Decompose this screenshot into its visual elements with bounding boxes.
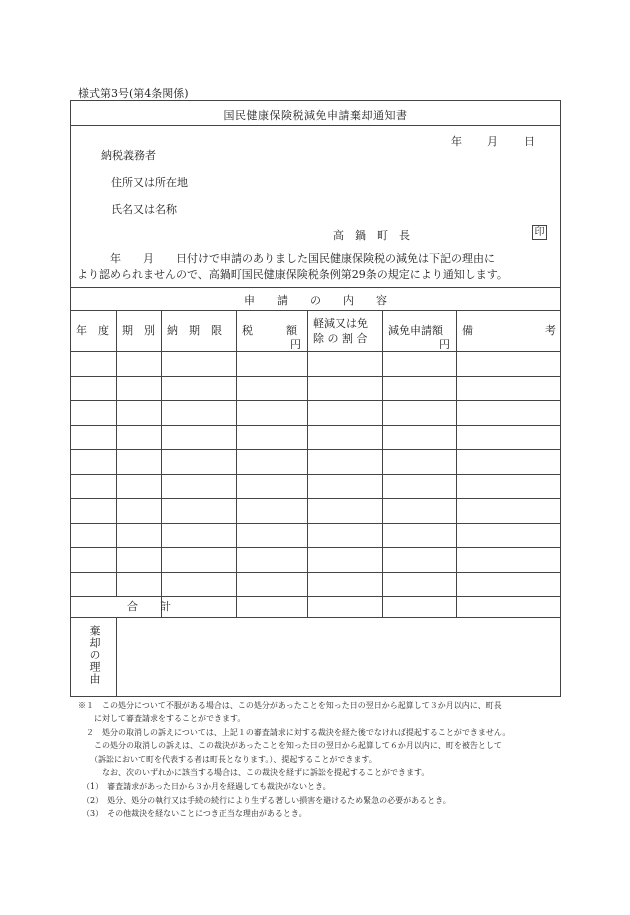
table-cell[interactable] bbox=[118, 476, 159, 497]
table-cell[interactable] bbox=[73, 574, 114, 595]
table-cell[interactable] bbox=[118, 549, 159, 570]
section-header: 申 請 の 内 容 bbox=[244, 294, 387, 307]
table-cell[interactable] bbox=[73, 427, 114, 448]
col-tax-unit: 円 bbox=[290, 338, 301, 351]
footnote-line: に対して審査請求をすることができます。 bbox=[78, 714, 246, 723]
table-cell[interactable] bbox=[309, 402, 380, 423]
footnote-line: （1） 審査請求があった日から３か月を経過しても裁決がないとき。 bbox=[78, 782, 331, 791]
col-period: 期 別 bbox=[122, 324, 155, 337]
table-column-line bbox=[307, 310, 308, 617]
table-column-line bbox=[161, 310, 162, 617]
form-title: 国民健康保険税減免申請棄却通知書 bbox=[223, 109, 408, 122]
footnote-line: （2） 処分、処分の執行又は手続の続行により生ずる著しい損害を避けるため緊急の必要があるとき。 bbox=[78, 796, 451, 805]
table-cell[interactable] bbox=[73, 525, 114, 546]
table-cell[interactable] bbox=[238, 549, 305, 570]
col-ratio-line2: 除 の 割 合 bbox=[313, 332, 368, 345]
date-month-label: 月 bbox=[487, 135, 498, 148]
table-cell[interactable] bbox=[384, 451, 454, 472]
table-row-line bbox=[71, 523, 560, 524]
col-ratio-line1: 軽減又は免 bbox=[313, 317, 368, 330]
col-tax: 税 額 bbox=[242, 324, 297, 337]
table-cell[interactable] bbox=[163, 451, 234, 472]
table-cell[interactable] bbox=[238, 525, 305, 546]
table-row-line bbox=[71, 400, 560, 401]
table-cell[interactable] bbox=[458, 353, 559, 374]
table-cell[interactable] bbox=[309, 574, 380, 595]
footnote-line: （訴訟において町を代表する者は町長となります。）、提起することができます。 bbox=[78, 755, 377, 764]
table-cell[interactable] bbox=[163, 574, 234, 595]
table-cell[interactable] bbox=[73, 402, 114, 423]
table-row-line bbox=[71, 449, 560, 450]
table-cell[interactable] bbox=[309, 525, 380, 546]
footnote-line: なお、次のいずれかに該当する場合は、この裁決を経ずに訴訟を提起することができます。 bbox=[78, 768, 430, 777]
table-cell[interactable] bbox=[163, 353, 234, 374]
reason-label-divider bbox=[116, 617, 117, 696]
table-cell[interactable] bbox=[458, 427, 559, 448]
table-cell[interactable] bbox=[163, 402, 234, 423]
table-cell[interactable] bbox=[163, 500, 234, 521]
table-cell[interactable] bbox=[73, 378, 114, 399]
date-day-label: 日 bbox=[524, 135, 535, 148]
table-row-line bbox=[71, 425, 560, 426]
col-due-date: 納 期 限 bbox=[167, 324, 222, 337]
table-cell[interactable] bbox=[73, 549, 114, 570]
table-cell[interactable] bbox=[384, 500, 454, 521]
col-remarks-1: 備 bbox=[462, 324, 473, 337]
col-amount-unit: 円 bbox=[439, 338, 450, 351]
table-cell[interactable] bbox=[163, 378, 234, 399]
table-cell[interactable] bbox=[458, 378, 559, 399]
table-cell[interactable] bbox=[118, 451, 159, 472]
table-cell[interactable] bbox=[238, 476, 305, 497]
table-row-line bbox=[71, 351, 560, 352]
notice-text bbox=[77, 251, 561, 283]
table-cell[interactable] bbox=[309, 500, 380, 521]
table-cell[interactable] bbox=[118, 427, 159, 448]
footnote-line: ２ 処分の取消しの訴えについては、上記１の審査請求に対する裁決を経た後でなければ提起することができません。 bbox=[78, 728, 511, 737]
table-cell[interactable] bbox=[163, 549, 234, 570]
table-cell[interactable] bbox=[238, 427, 305, 448]
table-cell[interactable] bbox=[458, 500, 559, 521]
table-cell[interactable] bbox=[309, 353, 380, 374]
col-remarks-2: 考 bbox=[545, 324, 556, 337]
footnote-line: この処分の取消しの訴えは、この裁決があったことを知った日の翌日から起算して６か月以内に、町を被告として bbox=[78, 741, 502, 750]
table-cell[interactable] bbox=[118, 525, 159, 546]
table-cell[interactable] bbox=[238, 574, 305, 595]
table-cell[interactable] bbox=[238, 402, 305, 423]
table-cell[interactable] bbox=[163, 427, 234, 448]
table-cell[interactable] bbox=[458, 402, 559, 423]
total-label: 合 計 bbox=[127, 600, 171, 613]
table-column-line bbox=[236, 310, 237, 617]
col-year: 年 度 bbox=[76, 324, 109, 337]
table-cell[interactable] bbox=[458, 549, 559, 570]
table-cell[interactable] bbox=[163, 525, 234, 546]
table-row-line bbox=[71, 474, 560, 475]
table-row-line bbox=[71, 596, 560, 597]
table-cell[interactable] bbox=[238, 451, 305, 472]
notice-line-1: 年 月 日付けで申請のありました国民健康保険税の減免は下記の理由に bbox=[77, 252, 495, 265]
taxpayer-label: 納税義務者 bbox=[101, 149, 156, 162]
col-amount: 減免申請額 bbox=[388, 324, 443, 337]
table-cell[interactable] bbox=[73, 476, 114, 497]
table-row-line bbox=[71, 376, 560, 377]
table-cell[interactable] bbox=[458, 476, 559, 497]
table-cell[interactable] bbox=[118, 378, 159, 399]
table-cell[interactable] bbox=[118, 574, 159, 595]
table-cell[interactable] bbox=[73, 353, 114, 374]
table-cell[interactable] bbox=[118, 402, 159, 423]
table-cell[interactable] bbox=[384, 574, 454, 595]
table-cell[interactable] bbox=[458, 574, 559, 595]
table-cell[interactable] bbox=[384, 353, 454, 374]
reason-label: 棄却の理由 bbox=[88, 625, 101, 685]
table-cell[interactable] bbox=[73, 500, 114, 521]
footnote-line: ※１ この処分について不服がある場合は、この処分があったことを知った日の翌日から起算して３か月以内に、町長 bbox=[78, 701, 502, 710]
table-cell[interactable] bbox=[309, 378, 380, 399]
notice-form bbox=[70, 100, 561, 697]
table-cell[interactable] bbox=[384, 476, 454, 497]
table-column-line bbox=[456, 310, 457, 617]
table-cell[interactable] bbox=[458, 451, 559, 472]
table-cell[interactable] bbox=[384, 525, 454, 546]
name-label: 氏名又は名称 bbox=[111, 203, 177, 216]
table-cell[interactable] bbox=[309, 476, 380, 497]
table-cell[interactable] bbox=[118, 353, 159, 374]
table-cell[interactable] bbox=[238, 378, 305, 399]
header-divider bbox=[71, 310, 560, 311]
table-cell[interactable] bbox=[384, 402, 454, 423]
table-cell[interactable] bbox=[309, 427, 380, 448]
table-cell[interactable] bbox=[384, 427, 454, 448]
seal-mark: 印 bbox=[532, 225, 547, 240]
table-cell[interactable] bbox=[384, 378, 454, 399]
table-cell[interactable] bbox=[384, 549, 454, 570]
table-cell[interactable] bbox=[458, 525, 559, 546]
reason-divider bbox=[71, 617, 560, 618]
table-column-line bbox=[116, 310, 117, 596]
title-divider bbox=[71, 125, 560, 126]
section-divider bbox=[71, 287, 560, 288]
notice-line-2: より認められませんので、高鍋町国民健康保険税条例第29条の規定により通知します。 bbox=[77, 268, 508, 281]
table-cell[interactable] bbox=[238, 500, 305, 521]
address-label: 住所又は所在地 bbox=[111, 176, 188, 189]
table-cell[interactable] bbox=[163, 476, 234, 497]
table-row-line bbox=[71, 498, 560, 499]
footnote-line: （3） その他裁決を経ないことにつき正当な理由があるとき。 bbox=[78, 809, 307, 818]
form-number: 様式第3号(第4条関係) bbox=[78, 87, 189, 100]
table-cell[interactable] bbox=[238, 353, 305, 374]
table-cell[interactable] bbox=[73, 451, 114, 472]
table-row-line bbox=[71, 572, 560, 573]
table-cell[interactable] bbox=[309, 549, 380, 570]
table-cell[interactable] bbox=[118, 500, 159, 521]
table-row-line bbox=[71, 547, 560, 548]
table-cell[interactable] bbox=[309, 451, 380, 472]
issuer-name: 高 鍋 町 長 bbox=[333, 229, 410, 242]
date-year-label: 年 bbox=[451, 135, 462, 148]
reason-area[interactable] bbox=[121, 621, 557, 693]
table-column-line bbox=[382, 310, 383, 617]
